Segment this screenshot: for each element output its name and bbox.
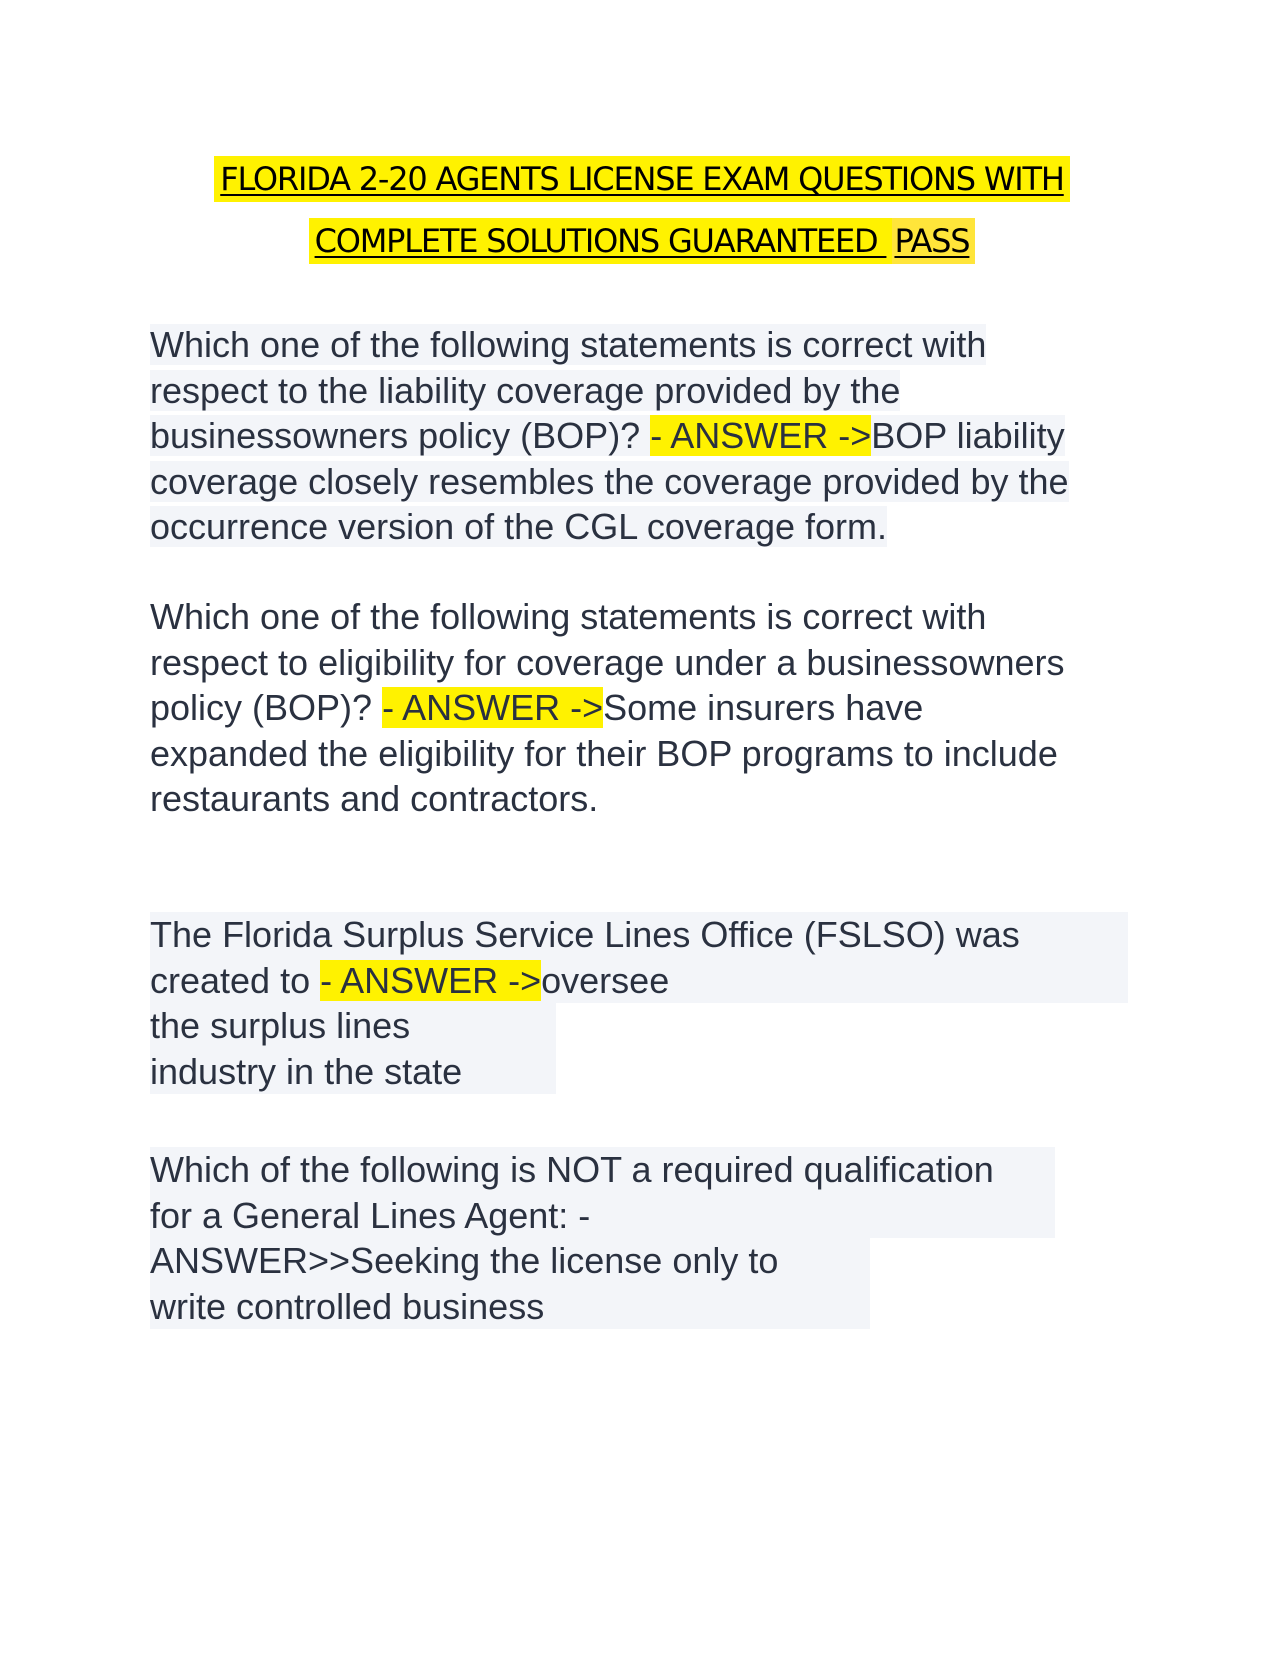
title-line-1 xyxy=(150,148,1134,210)
qa2-line-4 xyxy=(150,731,1128,777)
title-line-2-end: PASS xyxy=(892,218,975,264)
qa3-line-1 xyxy=(150,912,1128,958)
qa3-word: Surplus xyxy=(342,914,465,955)
qa3-word: Service xyxy=(474,914,595,955)
qa1-line-4 xyxy=(150,459,1128,505)
qa3-answer-marker: - ANSWER -> xyxy=(320,959,542,1001)
qa3-line-4 xyxy=(150,1049,556,1095)
qa4-word: the xyxy=(490,1240,541,1281)
qa4-word: license xyxy=(550,1240,663,1281)
qa1-line-3 xyxy=(150,413,1128,459)
qa-block-3 xyxy=(150,912,1128,1094)
qa4-word: ANSWER>>Seeking xyxy=(150,1240,481,1281)
qa4-word: only xyxy=(672,1240,739,1281)
qa1-line-1 xyxy=(150,322,1128,368)
qa2-line-1 xyxy=(150,594,1128,640)
qa-block-4 xyxy=(150,1147,1050,1329)
title-line-2-text: COMPLETE SOLUTIONS GUARANTEED xyxy=(309,218,893,264)
qa1-line-1-text: Which one of the following statements is correct with xyxy=(150,324,987,365)
qa3-word: Lines xyxy=(604,914,691,955)
qa-block-2 xyxy=(150,594,1128,822)
qa1-answer-start: BOP liability xyxy=(871,415,1065,456)
qa3-word: was xyxy=(955,914,1020,955)
qa1-answer-marker: - ANSWER -> xyxy=(650,415,872,456)
qa3-answer-start: oversee xyxy=(541,959,670,1001)
qa4-line-4 xyxy=(150,1284,870,1330)
qa3-line-2-start: created to xyxy=(150,959,321,1001)
qa2-line-5 xyxy=(150,776,1128,822)
qa2-line-2 xyxy=(150,640,1128,686)
qa-block-1 xyxy=(150,322,1128,550)
qa2-line-3 xyxy=(150,685,1128,731)
qa3-word: Office xyxy=(700,914,794,955)
qa2-line-4-text: expanded the eligibility for their BOP programs to include xyxy=(150,732,1058,774)
qa1-line-2-text: respect to the liability coverage provided by the xyxy=(150,369,901,411)
qa2-answer-marker: - ANSWER -> xyxy=(382,687,604,728)
qa2-line-1-text: Which one of the following statements is correct with xyxy=(150,596,987,637)
qa2-line-2-text: respect to eligibility for coverage under a businessowners xyxy=(150,641,1065,683)
qa2-line-5-text: restaurants and contractors. xyxy=(150,778,599,819)
qa1-line-5 xyxy=(150,504,1128,550)
qa4-line-1 xyxy=(150,1147,1055,1193)
qa4-line-2-text: for a General Lines Agent: - xyxy=(150,1194,591,1236)
qa3-line-4-text: industry in the state xyxy=(150,1050,463,1092)
title-line-1-text: FLORIDA 2-20 AGENTS LICENSE EXAM QUESTIONS WITH xyxy=(214,156,1070,202)
qa4-line-1-text: Which of the following is NOT a required qualification xyxy=(150,1149,994,1190)
qa1-line-4-text: coverage closely resembles the coverage provided by the xyxy=(150,460,1069,502)
qa2-answer-start: Some insurers have xyxy=(603,687,924,728)
qa3-word: lines xyxy=(336,1005,411,1046)
document-title xyxy=(150,148,1134,272)
qa3-line-3 xyxy=(150,1003,556,1049)
qa4-line-2 xyxy=(150,1193,1055,1239)
qa3-word: The xyxy=(150,914,213,955)
qa3-word: Florida xyxy=(222,914,333,955)
qa3-line-2 xyxy=(150,958,1128,1004)
title-line-2 xyxy=(150,210,1134,272)
qa2-line-3-text: policy (BOP)? xyxy=(150,687,383,728)
qa4-line-4-text: write controlled business xyxy=(150,1285,545,1327)
qa4-word: to xyxy=(748,1240,779,1281)
qa1-line-5-text: occurrence version of the CGL coverage form. xyxy=(150,506,887,547)
qa1-line-2 xyxy=(150,368,1128,414)
qa4-line-3 xyxy=(150,1238,870,1284)
qa3-word: (FSLSO) xyxy=(803,914,946,955)
qa1-line-3-text: businessowners policy (BOP)? xyxy=(150,415,651,456)
qa3-word: surplus xyxy=(210,1005,327,1046)
qa3-word: the xyxy=(150,1005,201,1046)
